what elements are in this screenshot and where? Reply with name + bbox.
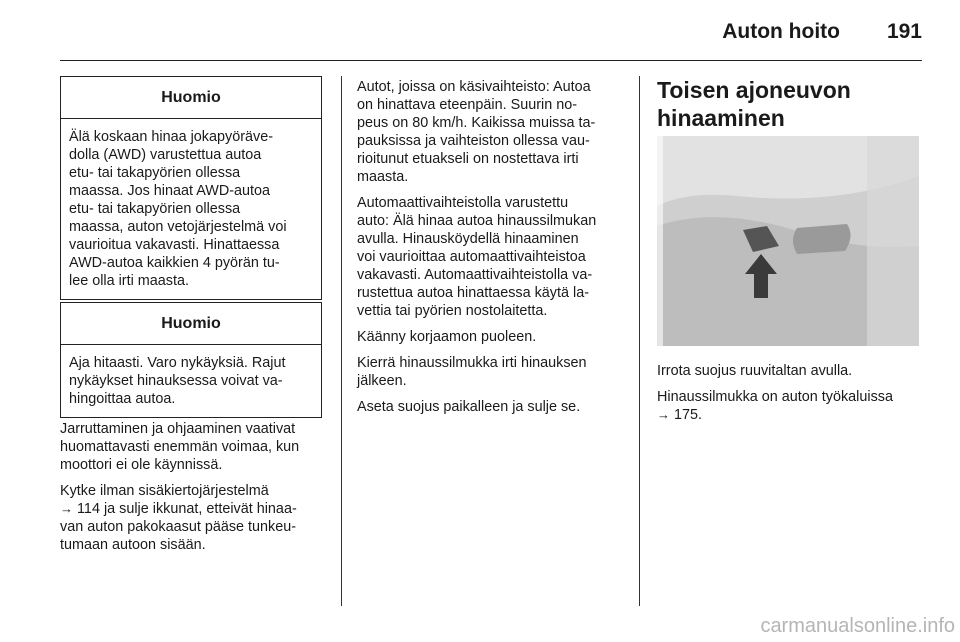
notice-line: lee olla irti maasta. <box>69 273 189 289</box>
notice-line: dolla (AWD) varustettua autoa <box>69 147 262 163</box>
paragraph: Jarruttaminen ja ohjaaminen vaativat huomattavasti enemmän voimaa, kun moottori ei ole käynnissä. <box>60 421 300 473</box>
paragraph: Hinaussilmukka on auton työkaluissa → 175. <box>657 389 893 423</box>
page-reference-icon: → <box>657 407 670 422</box>
notice-line: Aja hitaasti. Varo nykäyksiä. Rajut <box>69 355 286 371</box>
notice-line: etu- tai takapyörien ollessa <box>69 201 241 217</box>
notice-box-drive-slowly <box>60 302 322 418</box>
notice-line: maassa. Jos hinaat AWD-autoa <box>69 183 271 199</box>
right-column-text <box>657 362 937 432</box>
watermark: carmanualsonline.info <box>760 615 955 637</box>
figure-caption: Irrota suojus ruuvitaltan avulla. <box>657 363 853 379</box>
notice-line: hingoittaa autoa. <box>69 391 176 407</box>
column-divider-left <box>341 76 342 606</box>
notice-title: Huomio <box>61 77 321 119</box>
notice-line: vaurioitua vakavasti. Hinattaessa <box>69 237 280 253</box>
paragraph: Käänny korjaamon puoleen. <box>357 329 537 345</box>
notice-line: Älä koskaan hinaa jokapyöräve- <box>69 129 273 145</box>
page-reference[interactable]: 114 <box>77 501 100 517</box>
left-column-text <box>60 420 335 562</box>
page-reference-icon: → <box>60 501 73 516</box>
paragraph: Automaattivaihteistolla varustettu auto: Älä hinaa autoa hinaussilmukan avulla. Hinausköydellä hinaaminen voi vaurioittaa automaattivaihteistoa vakavasti. Automaattivaihteistolla va- rustettua autoa hinattaessa käytä la- vettia tai pyörien nostolaitetta. <box>357 195 597 319</box>
rear-bumper-illustration <box>657 136 919 346</box>
column-divider-right <box>639 76 640 606</box>
page-reference[interactable]: 175. <box>674 407 703 423</box>
notice-line: maassa, auton vetojärjestelmä voi <box>69 219 287 235</box>
notice-box-awd <box>60 76 322 300</box>
middle-column-text <box>357 78 632 424</box>
notice-line: AWD-autoa kaikkien 4 pyörän tu- <box>69 255 280 271</box>
paragraph: Kierrä hinaussilmukka irti hinauksen jälkeen. <box>357 355 587 389</box>
notice-line: etu- tai takapyörien ollessa <box>69 165 241 181</box>
section-heading: Toisen ajoneuvon hinaaminen <box>657 77 851 131</box>
paragraph: Aseta suojus paikalleen ja sulje se. <box>357 399 581 415</box>
page-number: 191 <box>886 20 922 43</box>
notice-title: Huomio <box>61 303 321 345</box>
paragraph: Kytke ilman sisäkiertojärjestelmä → 114 ja sulje ikkunat, etteivät hinaa- van auton pakokaasut pääse tunkeu- tumaan autoon sisään. <box>60 483 297 553</box>
paragraph: Autot, joissa on käsivaihteisto: Autoa on hinattava eteenpäin. Suurin no- peus on 80 km/h. Kaikissa muissa ta- pauksissa ja vaihteiston ollessa vau- rioitunut etuakseli on nostettava irti maasta. <box>357 79 596 185</box>
notice-body <box>61 345 321 417</box>
notice-body <box>61 119 321 299</box>
running-header-title: Auton hoito <box>722 20 840 43</box>
notice-line: nykäykset hinauksessa voivat va- <box>69 373 283 389</box>
header-rule <box>60 60 922 61</box>
